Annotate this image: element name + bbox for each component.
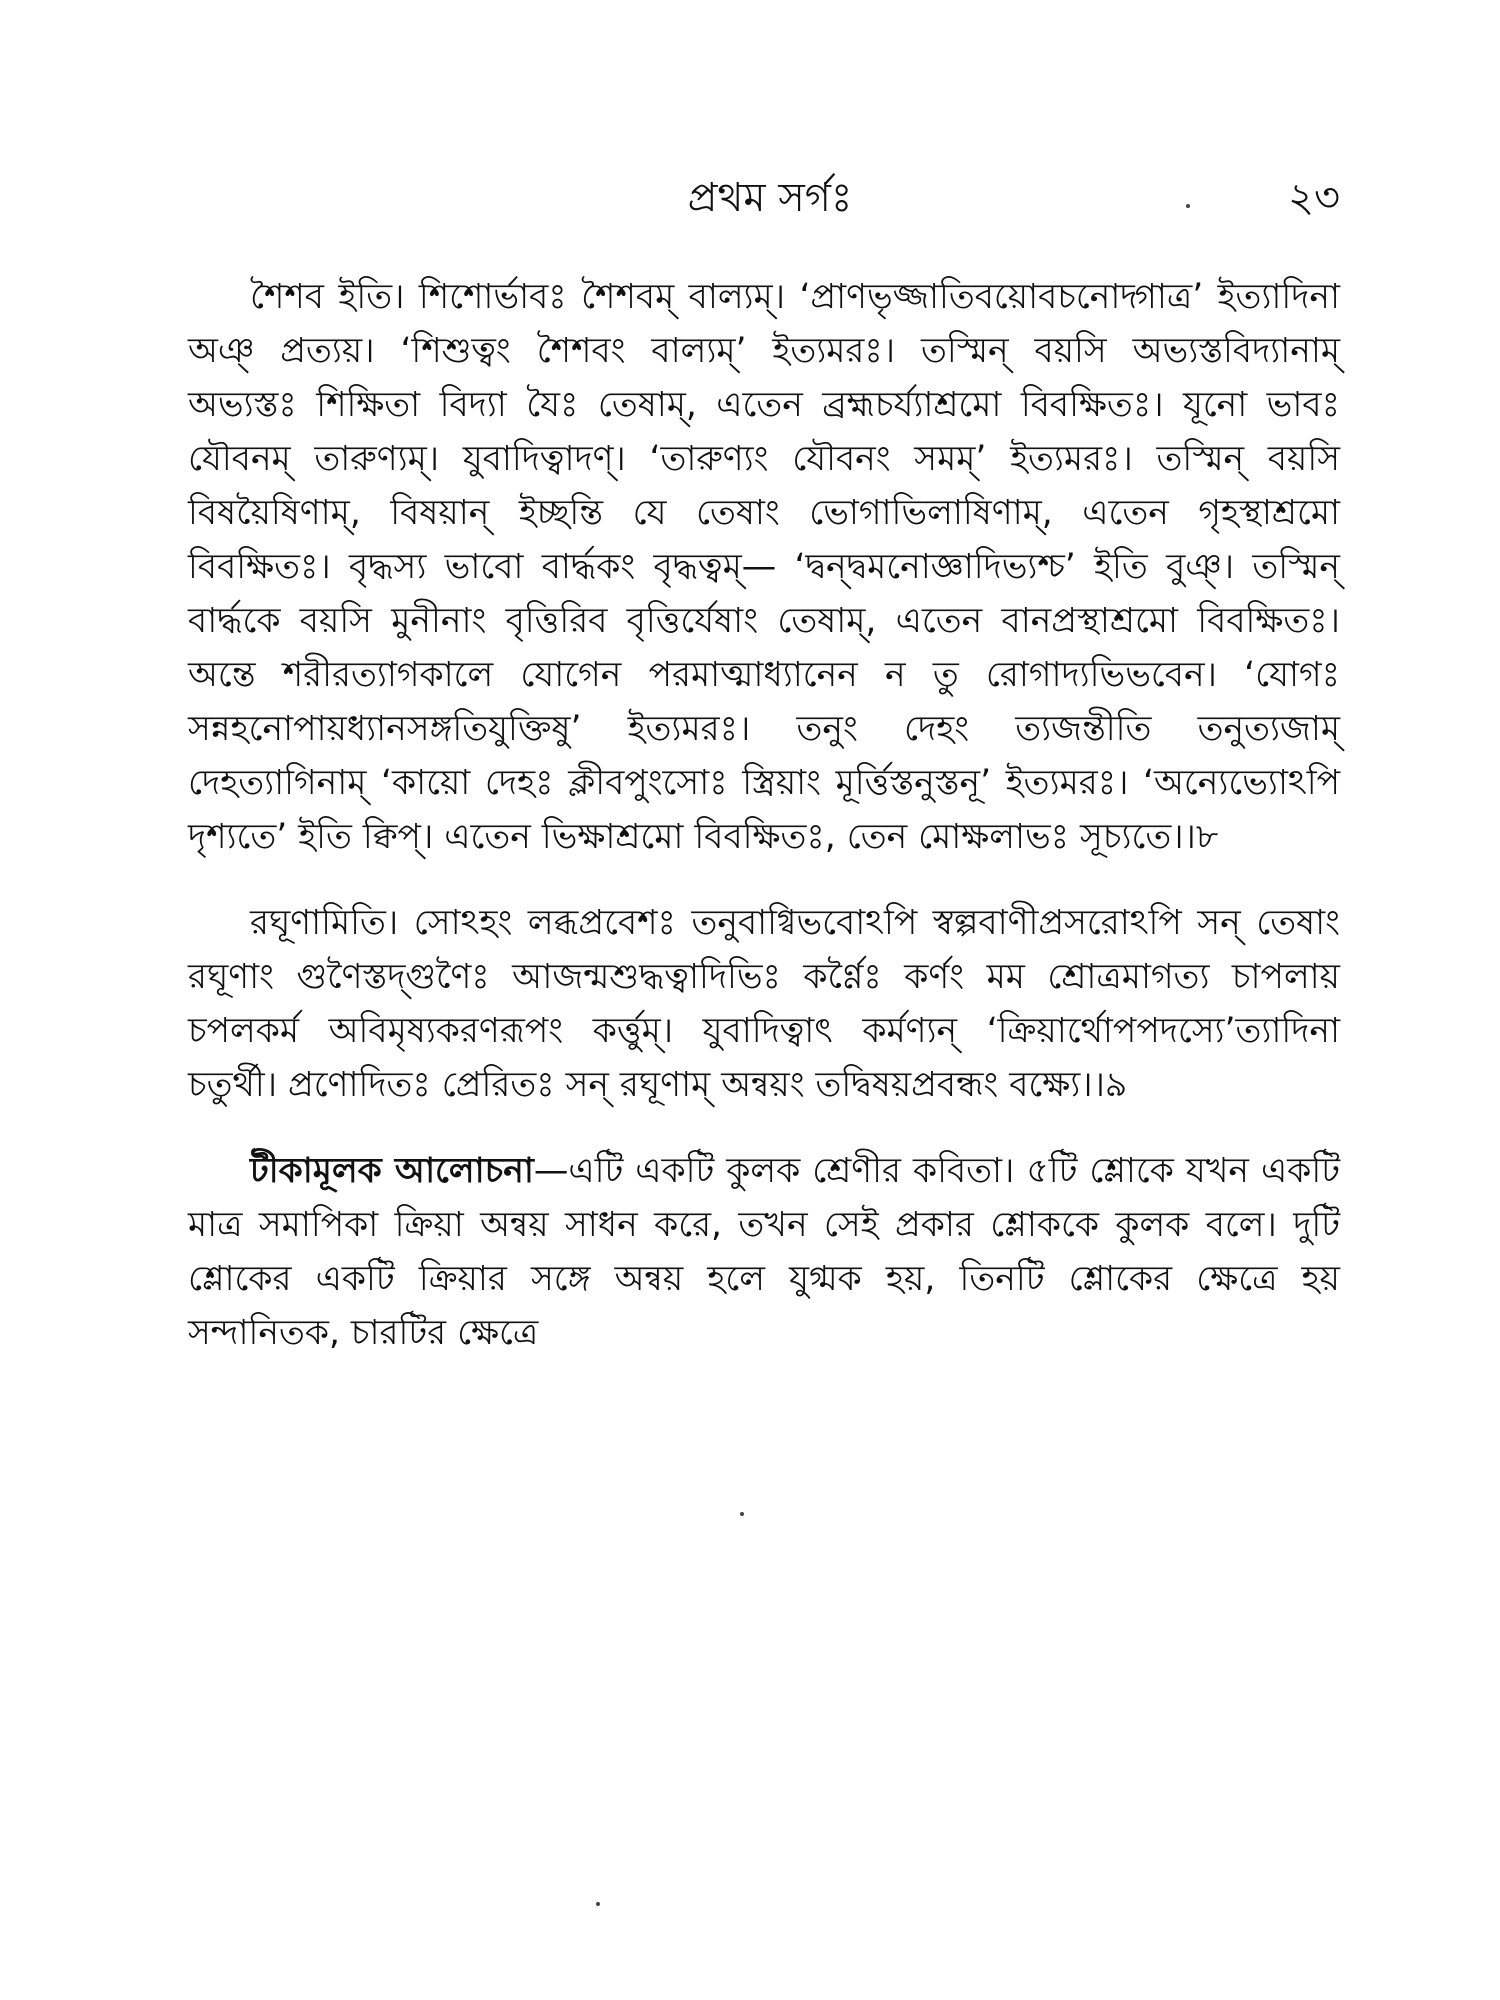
running-head: প্রথম সর্গঃ [687,175,853,221]
scan-speck [596,1902,600,1906]
scan-speck [740,1512,744,1516]
commentary-label: টীকামূলক আলোচনা [250,1151,534,1191]
body-text [188,270,1340,1392]
paragraph-verse-8: শৈশব ইতি। শিশোর্ভাবঃ শৈশবম্ বাল্যম্। ‘প্রাণভৃজ্জাতিবয়োবচনোদ্গাত্র’ ইত্যাদিনা অঞ্ প্রত্যয়। ‘শিশুত্বং শৈশবং বাল্যম্’ ইত্যমরঃ। তস্মিন্ বয়সি অভ্যস্তবিদ্যানাম্ অভ্যস্তঃ শিক্ষিতা বিদ্যা যৈঃ তেষাম্, এতেন ব্রহ্মচর্য্যাশ্রমো বিবক্ষিতঃ। যূনো ভাবঃ যৌবনম্ তারুণ্যম্। যুবাদিত্বাদণ্। ‘তারুণ্যং যৌবনং সমম্’ ইত্যমরঃ। তস্মিন্ বয়সি বিষয়ৈষিণাম্, বিষয়ান্ ইচ্ছন্তি যে তেষাং ভোগাভিলাষিণাম্, এতেন গৃহস্থাশ্রমো বিবক্ষিতঃ। বৃদ্ধস্য ভাবো বার্দ্ধকং বৃদ্ধত্বম্— ‘দ্বন্দ্বমনোজ্ঞাদিভ্যশ্চ’ ইতি বুঞ্। তস্মিন্ বার্দ্ধকে বয়সি মুনীনাং বৃত্তিরিব বৃত্তির্যেষাং তেষাম্, এতেন বানপ্রস্থাশ্রমো বিবক্ষিতঃ। অন্তে শরীরত্যাগকালে যোগেন পরমাত্মাধ্যানেন ন তু রোগাদ্যভিভবেন। ‘যোগঃ সন্নহনোপায়ধ্যানসঙ্গতিযুক্তিষু’ ইত্যমরঃ। তনুং দেহং ত্যজন্তীতি তনুত্যজাম্ দেহত্যাগিনাম্ ‘কায়ো দেহঃ ক্লীবপুংসোঃ স্ত্রিয়াং মূর্ত্তিস্তনুস্তনূ’ ইত্যমরঃ। ‘অন্যেভ্যোঽপি দৃশ্যতে’ ইতি ক্বিপ্। এতেন ভিক্ষাশ্রমো বিবক্ষিতঃ, তেন মোক্ষলাভঃ সূচ্যতে।।৮ [188,277,1340,857]
paragraph-verse-9: রঘূণামিতি। সোঽহং লব্ধপ্রবেশঃ তনুবাগ্বিভবোঽপি স্বল্পবাণীপ্রসরোঽপি সন্ তেষাং রঘূণাং গুণৈস্তদ্গুণৈঃ আজন্মশুদ্ধত্বাদিভিঃ কর্ণ্ণৈঃ কর্ণং মম শ্রোত্রমাগত্য চাপলায় চপলকর্ম অবিমৃষ্যকরণরূপং কর্ত্তুম্। যুবাদিত্বাৎ কর্মণ্যন্ ‘ক্রিয়ার্থোপপদস্যে’ত্যাদিনা চতুর্থী। প্রণোদিতঃ প্রেরিতঃ সন্ রঘূণাম্ অন্বয়ং তদ্বিষয়প্রবন্ধং বক্ষ্যে।।৯ [188,903,1340,1105]
commentary-paragraph [188,1144,1340,1360]
page-header [200,168,1340,228]
commentary-text: —এটি একটি কুলক শ্রেণীর কবিতা। ৫টি শ্লোকে যখন একটি মাত্র সমাপিকা ক্রিয়া অন্বয় সাধন করে, তখন সেই প্রকার শ্লোককে কুলক বলে। দুটি শ্লোকের একটি ক্রিয়ার সঙ্গে অন্বয় হলে যুগ্মক হয়, তিনটি শ্লোকের ক্ষেত্রে হয় সন্দানিতক, চারটির ক্ষেত্রে [188,1151,1340,1353]
page-number: ২৩ [1287,175,1340,221]
scan-speck [1186,204,1190,208]
